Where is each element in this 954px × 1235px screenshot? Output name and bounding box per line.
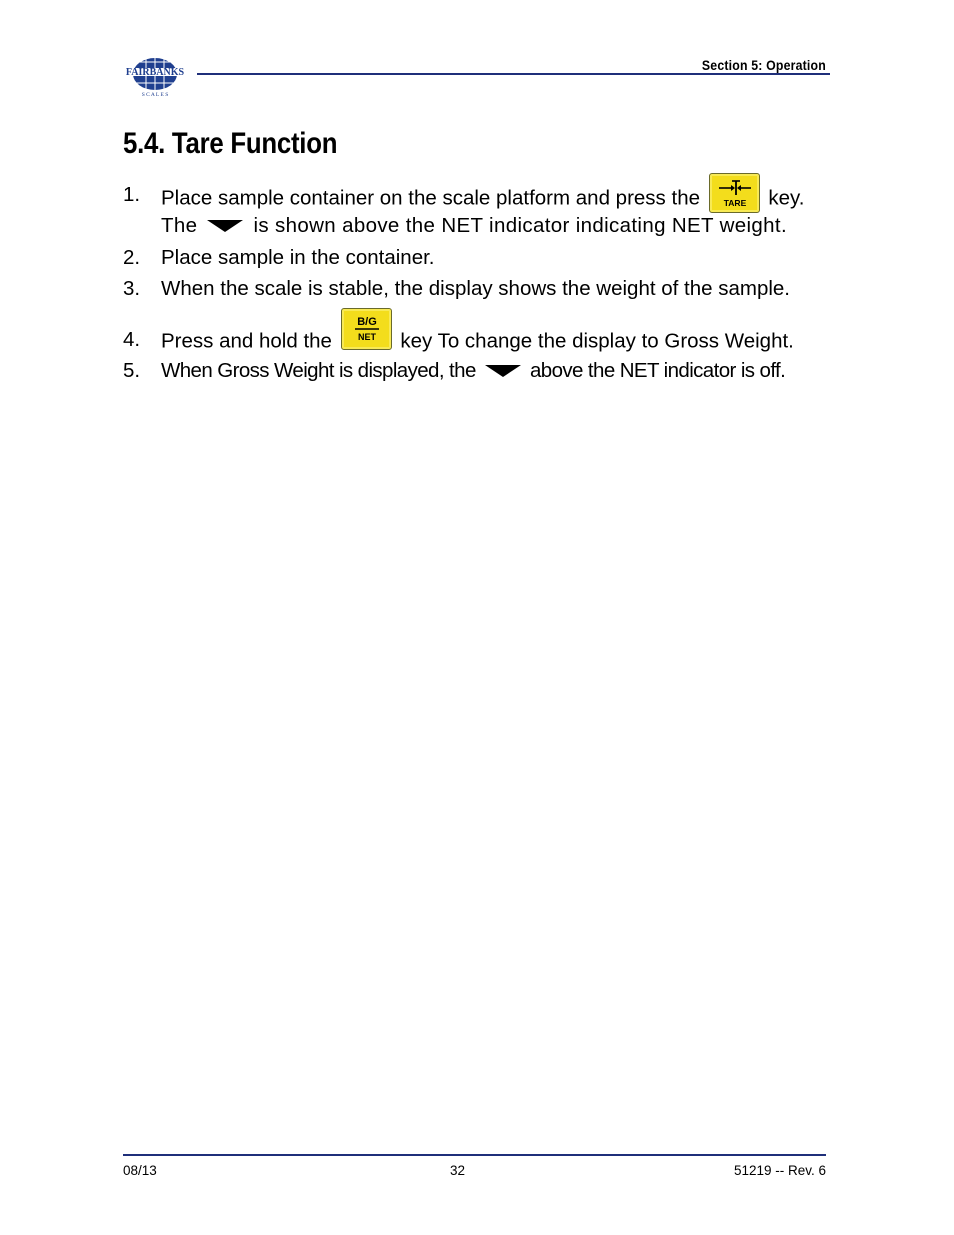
step-text-after: key. <box>768 186 805 210</box>
step-text: The <box>161 214 198 237</box>
list-item: Place sample in the container. <box>161 246 435 269</box>
step-text-after: is shown above the NET indicator indicating NET weight. <box>253 214 788 237</box>
list-item <box>161 316 794 356</box>
footer-rule <box>123 1154 826 1156</box>
step-number: 5. <box>123 359 141 382</box>
logo-top-text: FAIRBANKS <box>125 67 185 78</box>
step-text: Place sample container on the scale platform and press the <box>161 186 700 210</box>
bg-key-top-label: B/G <box>356 316 377 328</box>
step-number: 3. <box>123 277 141 300</box>
footer-date: 08/13 <box>123 1163 157 1178</box>
step-number: 2. <box>123 246 141 269</box>
section-label: Section 5: Operation <box>701 57 826 73</box>
step-number: 4. <box>123 328 141 351</box>
list-item <box>161 359 785 384</box>
step-number: 1. <box>123 183 141 206</box>
step-text-after: above the NET indicator is off. <box>529 359 786 382</box>
logo-bottom-text: S C A L E S <box>141 92 169 98</box>
net-arrow-icon <box>207 215 243 239</box>
steps-list <box>0 0 954 400</box>
list-item-continuation <box>161 214 787 239</box>
step-text: Press and hold the <box>161 329 332 353</box>
step-text: When Gross Weight is displayed, the <box>161 359 476 382</box>
section-title: 5.4. Tare Function <box>123 127 338 160</box>
list-item <box>161 183 804 215</box>
net-arrow-icon <box>485 360 521 384</box>
bg-key-bottom-label: NET <box>357 332 376 342</box>
step-text-after: key To change the display to Gross Weight. <box>400 329 794 353</box>
page-number: 32 <box>450 1163 466 1178</box>
bg-net-key-icon <box>341 308 392 350</box>
tare-key-label: TARE <box>723 198 746 208</box>
tare-key-icon <box>709 173 760 213</box>
list-item: When the scale is stable, the display shows the weight of the sample. <box>161 277 791 300</box>
document-revision: 51219 -- Rev. 6 <box>733 1163 826 1178</box>
